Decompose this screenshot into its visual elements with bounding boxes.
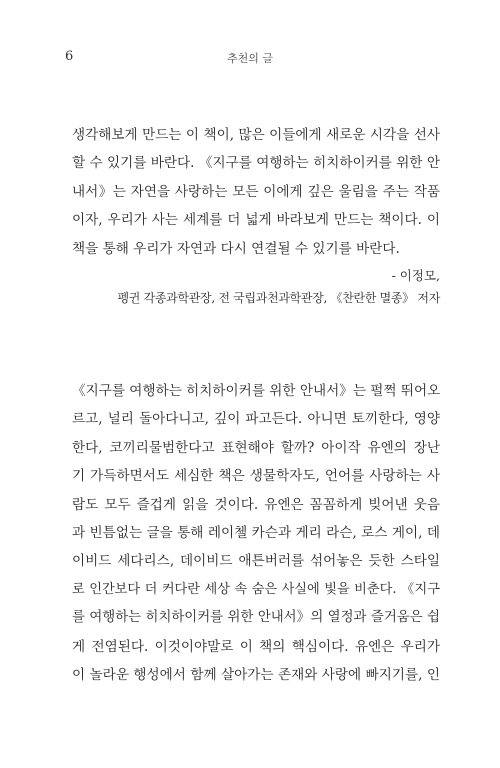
paragraph-2: [72, 377, 440, 689]
page-number: 6: [65, 49, 74, 64]
text-line: 한다, 코끼리물범한다고 표현해야 할까? 아이작 유엔의 장난: [72, 439, 440, 456]
text-line: 《지구를 여행하는 히치하이커를 위한 안내서》는 펄쩍 뛰어오: [72, 383, 441, 399]
page-header: [0, 49, 500, 69]
text-line: 기 가득하면서도 세심한 책은 생물학자도, 언어를 사랑하는 사: [72, 468, 440, 485]
signature-name: - 이정모,: [391, 268, 440, 283]
paragraph-1: [72, 121, 440, 263]
text-line: 과 빈틈없는 글을 통해 레이첼 카슨과 게리 라슨, 로스 게이, 데: [72, 524, 440, 541]
text-line: 이비드 세다리스, 데이비드 애튼버러를 섞어놓은 듯한 스타일: [72, 553, 440, 570]
text-line: 내서》는 자연을 사랑하는 모든 이에게 깊은 울림을 주는 작품: [72, 183, 440, 200]
text-line: 게 전염된다. 이것이야말로 이 책의 핵심이다. 유엔은 우리가: [72, 638, 440, 655]
text-line: 람도 모두 즐겁게 읽을 것이다. 유엔은 꼼꼼하게 빚어낸 웃음: [72, 496, 440, 513]
signature-affiliation: 펭귄 각종과학관장, 전 국립과천과학관장, 《찬란한 멸종》 저자: [117, 291, 440, 305]
text-line: 로 인간보다 더 커다란 세상 속 숨은 사실에 빛을 비춘다. 《지구: [72, 581, 440, 597]
text-line: 를 여행하는 히치하이커를 위한 안내서》의 열정과 즐거움은 쉽: [72, 610, 440, 626]
text-line: 책을 통해 우리가 자연과 다시 연결될 수 있기를 바란다.: [72, 240, 400, 257]
text-line: 할 수 있기를 바란다. 《지구를 여행하는 히치하이커를 위한 안: [72, 155, 440, 172]
running-title: 추천의 글: [226, 52, 273, 65]
text-line: 이 놀라운 행성에서 함께 살아가는 존재와 사랑에 빠지기를, 인: [72, 666, 440, 683]
text-line: 르고, 널리 돌아다니고, 깊이 파고든다. 아니면 토끼한다, 영양: [72, 411, 440, 428]
text-line: 생각해보게 만드는 이 책이, 많은 이들에게 새로운 시각을 선사: [72, 127, 440, 143]
text-line: 이자, 우리가 사는 세계를 더 넓게 바라보게 만드는 책이다. 이: [72, 212, 440, 229]
